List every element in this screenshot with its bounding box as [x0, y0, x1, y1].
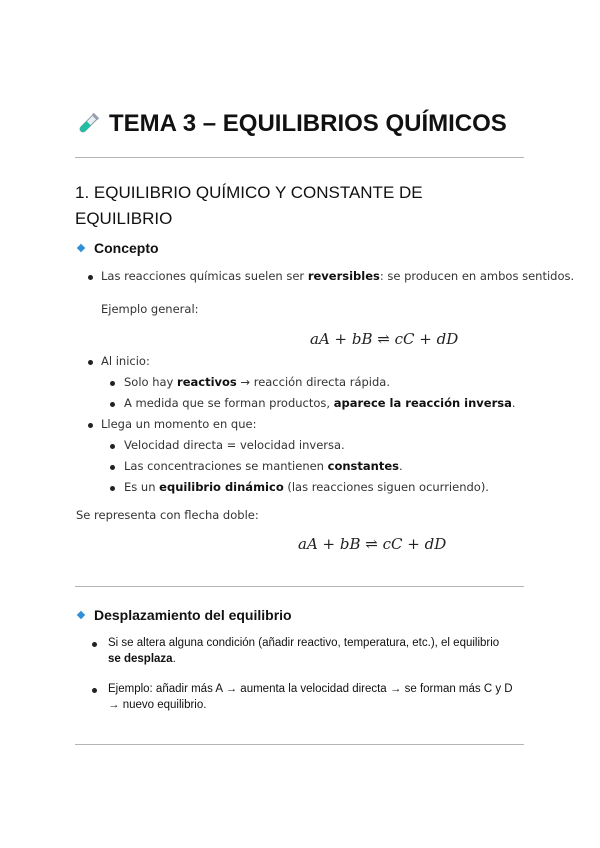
bullet-icon [110, 486, 115, 491]
equation: aA + bB ⇌ cC + dD [298, 535, 447, 553]
example-label: Ejemplo general: [101, 302, 199, 316]
list-item: A medida que se forman productos, aparece la reacción inversa. [124, 396, 516, 410]
subsection-heading-desplazamiento: Desplazamiento del equilibrio [78, 607, 292, 623]
bullet-icon [88, 360, 93, 365]
bullet-icon [88, 423, 93, 428]
bullet-icon [110, 465, 115, 470]
list-item: Las reacciones químicas suelen ser reversibles: se producen en ambos sentidos. [101, 269, 575, 283]
divider [75, 157, 524, 158]
bullet-icon [110, 381, 115, 386]
list-item: Solo hay reactivos → reacción directa rápida. [124, 375, 390, 389]
list-item: Al inicio: [101, 354, 150, 368]
subsection-heading-concepto: Concepto [78, 240, 159, 256]
bullet-icon [88, 275, 93, 280]
diamond-bullet-icon [77, 244, 85, 252]
bullet-icon [110, 402, 115, 407]
list-item: Las concentraciones se mantienen constantes. [124, 459, 403, 473]
bullet-icon [92, 642, 97, 647]
bullet-icon [110, 444, 115, 449]
list-item: Es un equilibrio dinámico (las reacciones siguen ocurriendo). [124, 480, 489, 494]
list-item: Ejemplo: añadir más A → aumenta la velocidad directa → se forman más C y D → nuevo equilibrio. [108, 683, 513, 711]
equation: aA + bB ⇌ cC + dD [310, 330, 459, 348]
diamond-bullet-icon [77, 611, 85, 619]
list-item: Velocidad directa = velocidad inversa. [124, 438, 345, 452]
bullet-icon [92, 688, 97, 693]
list-item: Si se altera alguna condición (añadir reactivo, temperatura, etc.), el equilibrio se desplaza. [108, 637, 500, 665]
divider [75, 586, 524, 587]
test-tube-icon [75, 111, 101, 137]
divider [75, 744, 524, 745]
double-arrow-label: Se representa con flecha doble: [76, 508, 259, 522]
section-heading: 1. EQUILIBRIO QUÍMICO Y CONSTANTE DE EQUILIBRIO [75, 183, 423, 228]
page-title: TEMA 3 – EQUILIBRIOS QUÍMICOS [75, 110, 507, 138]
list-item: Llega un momento en que: [101, 417, 257, 431]
